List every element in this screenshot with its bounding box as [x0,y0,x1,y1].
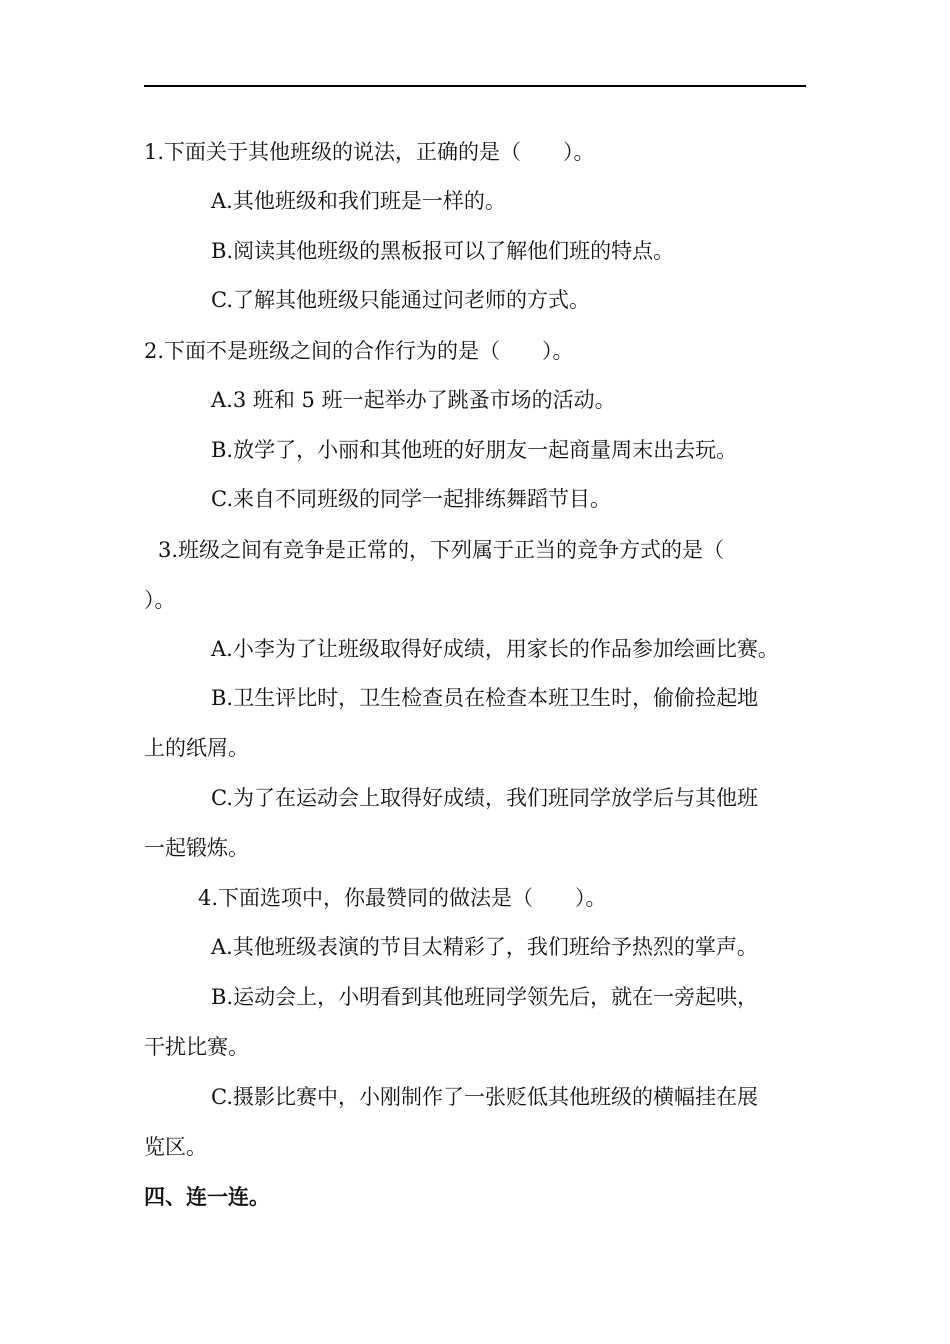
question-3-option-b-line-1: B.卫生评比时，卫生检查员在检查本班卫生时，偷偷捡起地 [211,686,759,710]
question-2-option-b: B.放学了，小丽和其他班的好朋友一起商量周末出去玩。 [211,438,738,462]
question-1-stem: 1.下面关于其他班级的说法，正确的是（ ）。 [144,140,595,164]
question-4-option-b-line-2: 干扰比赛。 [144,1035,249,1059]
question-2-stem: 2.下面不是班级之间的合作行为的是（ ）。 [144,339,574,363]
question-2-option-c: C.来自不同班级的同学一起排练舞蹈节目。 [211,487,611,511]
section-4-heading: 四、连一连。 [144,1185,270,1209]
question-1-option-b: B.阅读其他班级的黑板报可以了解他们班的特点。 [211,239,675,263]
question-3-stem-line-2: ）。 [144,588,176,612]
question-3-option-c-line-1: C.为了在运动会上取得好成绩，我们班同学放学后与其他班 [211,786,758,810]
question-4-option-c-line-1: C.摄影比赛中，小刚制作了一张贬低其他班级的横幅挂在展 [211,1085,758,1109]
question-3-option-c-line-2: 一起锻炼。 [144,836,249,860]
question-4-stem: 4.下面选项中，你最赞同的做法是（ ）。 [198,886,607,910]
question-3-stem-line-1: 3.班级之间有竞争是正常的，下列属于正当的竞争方式的是（ [158,538,725,562]
question-4-option-b-line-1: B.运动会上，小明看到其他班同学领先后，就在一旁起哄， [211,985,759,1009]
header-rule [144,85,806,87]
question-2-option-a: A.3 班和 5 班一起举办了跳蚤市场的活动。 [211,388,616,412]
question-4-option-c-line-2: 览区。 [144,1135,207,1159]
question-3-option-a: A.小李为了让班级取得好成绩，用家长的作品参加绘画比赛。 [211,637,779,661]
question-1-option-a: A.其他班级和我们班是一样的。 [211,189,506,213]
question-3-option-b-line-2: 上的纸屑。 [144,736,249,760]
question-1-option-c: C.了解其他班级只能通过问老师的方式。 [211,288,590,312]
question-4-option-a: A.其他班级表演的节目太精彩了，我们班给予热烈的掌声。 [211,935,758,959]
